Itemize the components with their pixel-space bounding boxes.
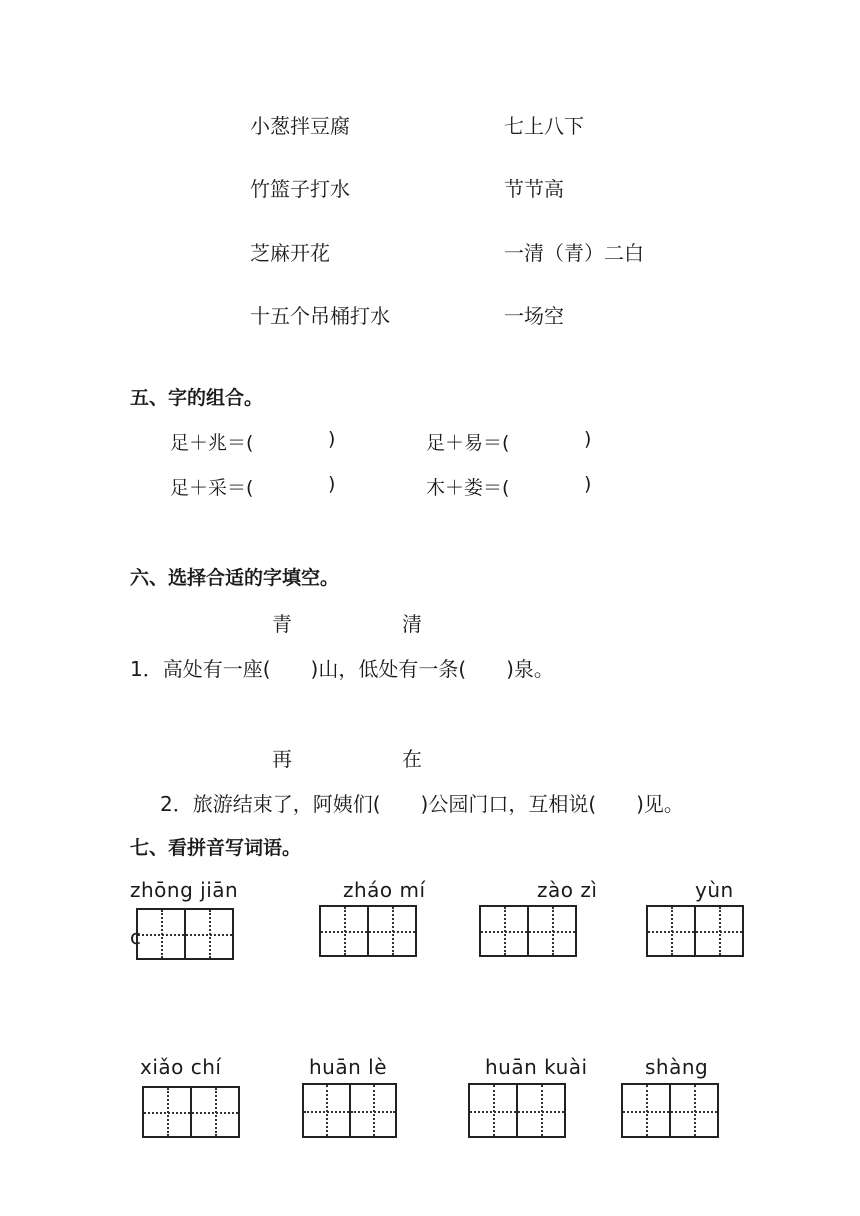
pinyin-3: zào zì [537, 878, 598, 902]
combo-item-1: 足＋兆＝( [170, 432, 254, 454]
combo-close-4: ) [584, 473, 592, 495]
writing-cell[interactable] [144, 1088, 190, 1136]
q1-option-2: 清 [402, 612, 422, 636]
writing-grid-8[interactable] [621, 1083, 719, 1138]
writing-cell[interactable] [321, 907, 367, 955]
writing-grid-7[interactable] [468, 1083, 566, 1138]
combo-close-3: ) [328, 473, 336, 495]
writing-cell[interactable] [623, 1085, 669, 1136]
pinyin-8: shàng [645, 1055, 709, 1079]
xiehouyu-right-1: 七上八下 [504, 114, 584, 138]
xiehouyu-right-3: 一清（青）二白 [504, 241, 644, 265]
writing-cell[interactable] [669, 1085, 717, 1136]
writing-cell[interactable] [138, 910, 184, 958]
q2-option-2: 在 [402, 747, 422, 771]
writing-grid-5[interactable] [142, 1086, 240, 1138]
pinyin-7: huān kuài [485, 1055, 588, 1079]
writing-cell[interactable] [367, 907, 415, 955]
section-6-title: 六、选择合适的字填空。 [130, 567, 340, 589]
xiehouyu-right-4: 一场空 [504, 304, 564, 328]
writing-cell[interactable] [349, 1085, 396, 1136]
writing-cell[interactable] [481, 907, 527, 955]
combo-item-2: 足＋易＝( [426, 432, 510, 454]
xiehouyu-right-2: 节节高 [504, 177, 564, 201]
writing-grid-3[interactable] [479, 905, 577, 957]
question-1: 1．高处有一座( )山，低处有一条( )泉。 [130, 657, 554, 681]
writing-grid-1[interactable] [136, 908, 234, 960]
writing-grid-4[interactable] [646, 905, 744, 957]
xiehouyu-left-2: 竹篮子打水 [250, 177, 350, 201]
q1-option-1: 青 [272, 612, 292, 636]
pinyin-6: huān lè [309, 1055, 388, 1079]
combo-item-4: 木＋娄＝( [426, 477, 510, 499]
section-7-title: 七、看拼音写词语。 [130, 837, 302, 859]
writing-cell[interactable] [184, 910, 232, 958]
combo-close-1: ) [328, 428, 336, 450]
writing-cell[interactable] [516, 1085, 564, 1136]
writing-grid-2[interactable] [319, 905, 417, 957]
combo-item-3: 足＋采＝( [170, 477, 254, 499]
writing-cell[interactable] [190, 1088, 238, 1136]
pinyin-5: xiǎo chí [140, 1055, 222, 1079]
writing-cell[interactable] [527, 907, 575, 955]
pinyin-4: yùn [695, 878, 734, 902]
section-5-title: 五、字的组合。 [130, 387, 264, 409]
writing-grid-6[interactable] [302, 1083, 397, 1138]
writing-cell[interactable] [694, 907, 742, 955]
pinyin-2: zháo mí [343, 878, 426, 902]
writing-cell[interactable] [648, 907, 694, 955]
pinyin-1: zhōng jiān [130, 878, 239, 902]
stray-character: c [130, 925, 142, 949]
xiehouyu-left-4: 十五个吊桶打水 [250, 304, 390, 328]
xiehouyu-left-1: 小葱拌豆腐 [250, 114, 350, 138]
q2-option-1: 再 [272, 747, 292, 771]
writing-cell[interactable] [470, 1085, 516, 1136]
xiehouyu-left-3: 芝麻开花 [250, 241, 330, 265]
question-2: 2．旅游结束了，阿姨们( )公园门口，互相说( )见。 [160, 792, 684, 816]
writing-cell[interactable] [304, 1085, 349, 1136]
combo-close-2: ) [584, 428, 592, 450]
